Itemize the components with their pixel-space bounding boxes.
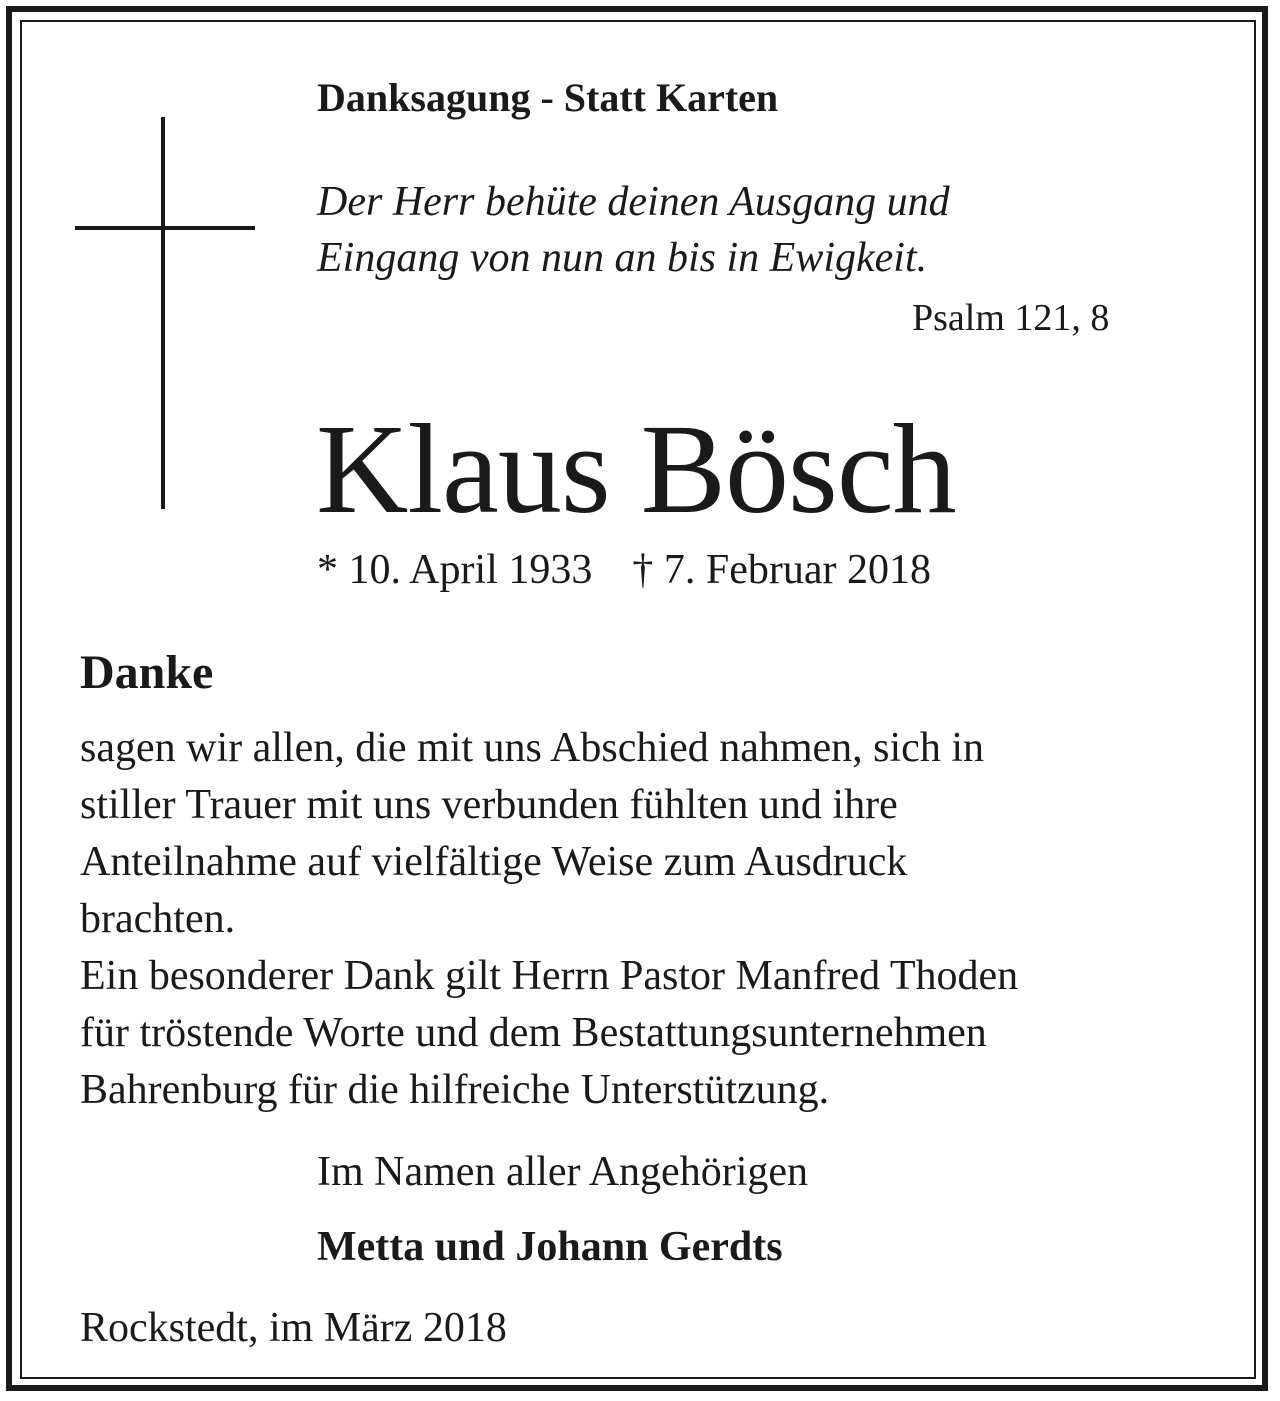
death-date: † 7. Februar 2018 xyxy=(632,547,931,593)
cross-horizontal-bar xyxy=(75,226,255,230)
bible-verse: Der Herr behüte deinen Ausgang und Eingang von nun an bis in Ewigkeit. xyxy=(317,179,950,281)
deceased-name: Klaus Bösch xyxy=(316,398,956,540)
thanks-body: sagen wir allen, die mit uns Abschied nahmen, sich in stiller Trauer mit uns verbunden fühlten und ihre Anteilnahme auf vielfältige Weise zum Ausdruck brachten. Ein besonderer Dank gilt Herrn Pastor Manfred Thoden für tröstende Worte und dem Bestattungsunternehmen Bahrenburg für die hilfreiche Unterstützung. xyxy=(80,725,1019,1113)
birth-date: * 10. April 1933 xyxy=(317,547,593,593)
verse-reference: Psalm 121, 8 xyxy=(912,297,1110,339)
place-date: Rockstedt, im März 2018 xyxy=(80,1305,507,1351)
signatories: Metta und Johann Gerdts xyxy=(317,1224,783,1270)
thanks-heading: Danke xyxy=(80,646,214,699)
notice-header: Danksagung - Statt Karten xyxy=(317,75,779,120)
on-behalf-line: Im Namen aller Angehörigen xyxy=(317,1149,808,1195)
cross-vertical-bar xyxy=(161,117,165,509)
life-dates xyxy=(317,549,931,591)
